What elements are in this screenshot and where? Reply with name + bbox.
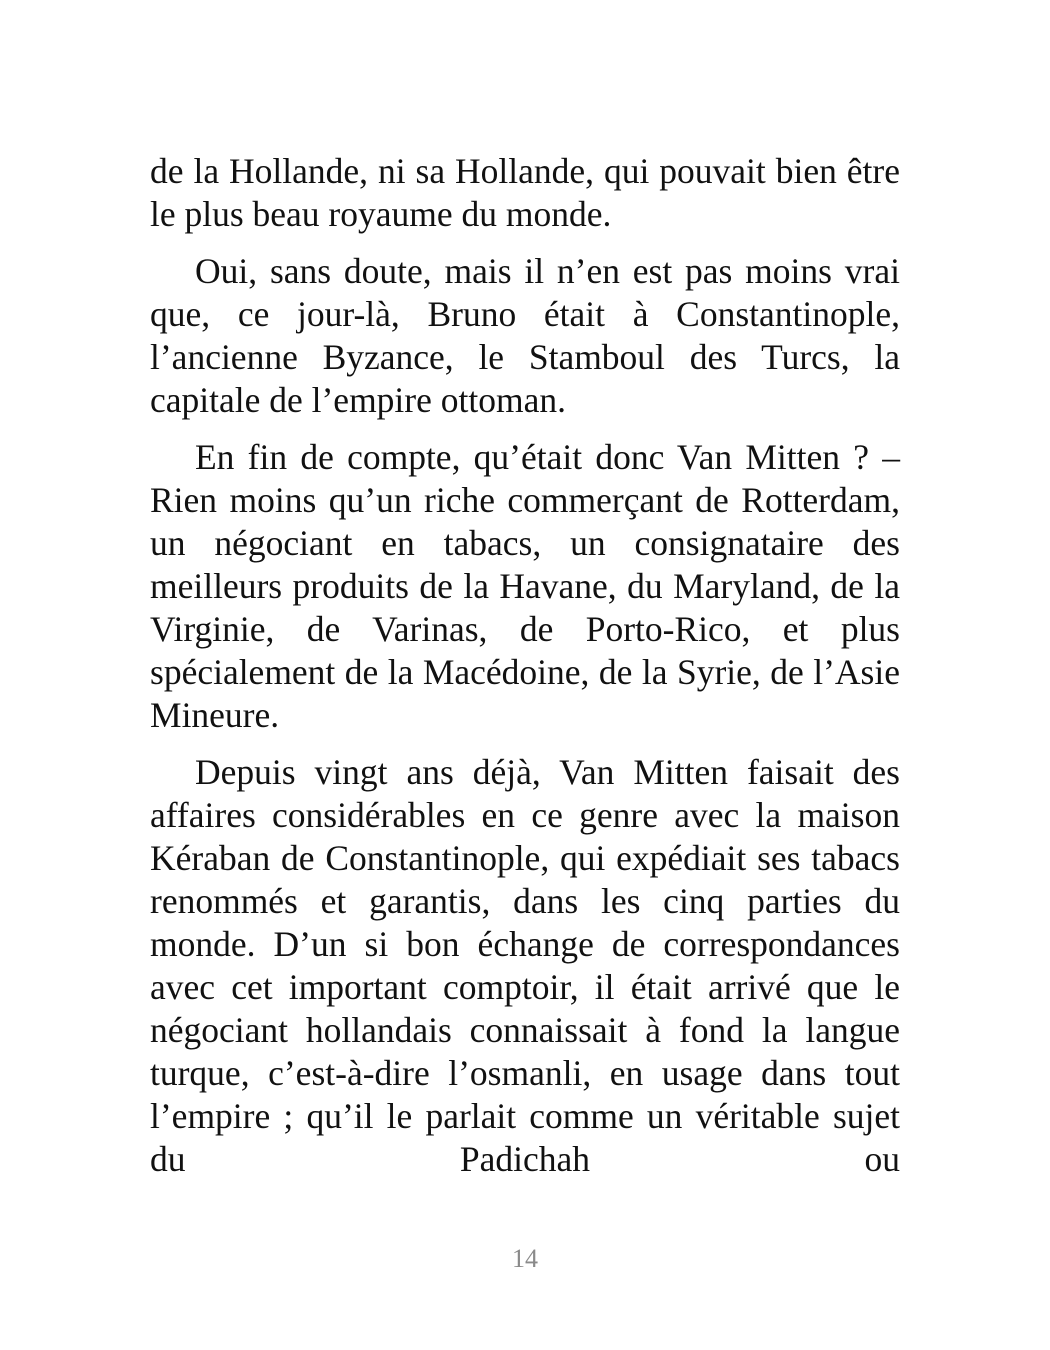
body-text: [150, 150, 900, 1195]
paragraph-keraban-house: Depuis vingt ans déjà, Van Mitten faisait des affaires considérables en ce genre avec la maison Kéraban de Constantinople, qui expédiait ses tabacs renommés et garantis, dans les cinq parties du monde. D’un si bon échange de correspondances avec cet important comptoir, il était arrivé que le négociant hollandais connaissait à fond la langue turque, c’est-à-dire l’osmanli, en usage dans tout l’empire ; qu’il le parlait comme un véritable sujet du Padichah ou: [150, 752, 900, 1179]
paragraph-continuation: de la Hollande, ni sa Hollande, qui pouvait bien être le plus beau royaume du monde.: [150, 151, 900, 234]
paragraph-van-mitten-merchant: En fin de compte, qu’était donc Van Mitten ? – Rien moins qu’un riche commerçant de Rotterdam, un négociant en tabacs, un consignataire des meilleurs produits de la Havane, du Maryland, de la Virginie, de Varinas, de Porto-Rico, et plus spécialement de la Macédoine, de la Syrie, de l’Asie Mineure.: [150, 437, 900, 735]
page-number: 14: [512, 1244, 538, 1273]
paragraph-bruno-constantinople: Oui, sans doute, mais il n’en est pas moins vrai que, ce jour-là, Bruno était à Constantinople, l’ancienne Byzance, le Stamboul des Turcs, la capitale de l’empire ottoman.: [150, 251, 900, 420]
